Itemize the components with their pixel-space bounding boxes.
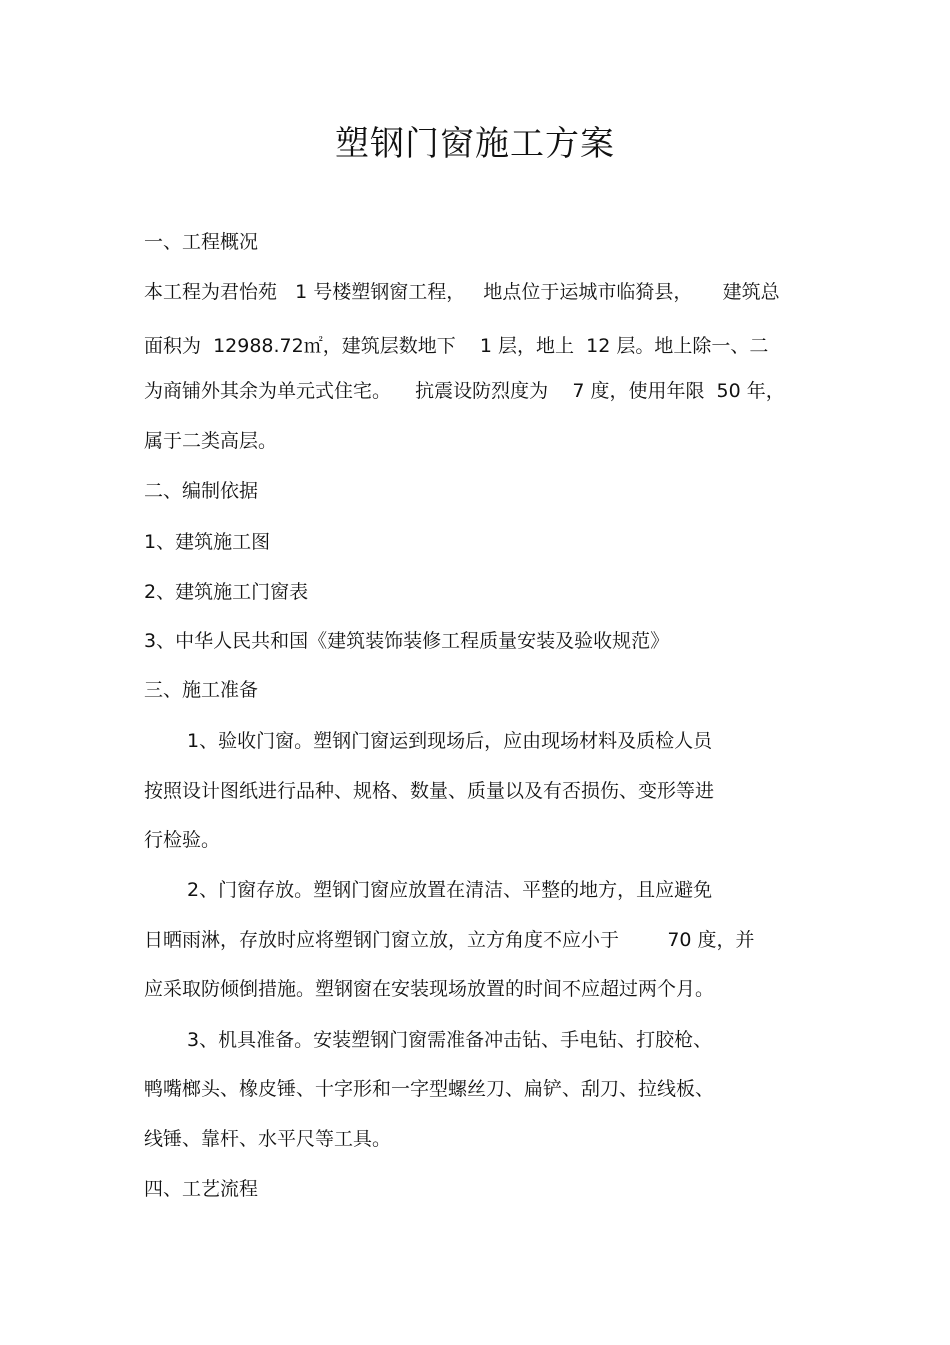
preparation-item-2-line-3: 应采取防倾倒措施。塑钢窗在安装现场放置的时间不应超过两个月。 bbox=[144, 978, 715, 1000]
preparation-item-3-line-3: 线锤、靠杆、水平尺等工具。 bbox=[144, 1128, 392, 1150]
preparation-item-2-line-1: 2、门窗存放。塑钢门窗应放置在清洁、平整的地方，且应避免 bbox=[187, 879, 713, 901]
section-heading-basis: 二、编制依据 bbox=[144, 480, 259, 502]
overview-text-line-1: 本工程为君怡苑 1 号楼塑钢窗工程， 地点位于运城市临猗县， 建筑总 bbox=[144, 281, 780, 303]
overview-text-line-3: 为商铺外其余为单元式住宅。 抗震设防烈度为 7 度，使用年限 50 年， bbox=[144, 380, 785, 402]
overview-text-line-4: 属于二类高层。 bbox=[144, 430, 278, 452]
preparation-item-1-line-3: 行检验。 bbox=[144, 829, 221, 851]
preparation-item-3-line-1: 3、机具准备。安装塑钢门窗需准备冲击钻、手电钻、打胶枪、 bbox=[187, 1029, 713, 1051]
overview-area-text: 面积为 12988.72㎡ bbox=[144, 335, 323, 357]
overview-text-line-2 bbox=[144, 328, 768, 360]
basis-item-3: 3、中华人民共和国《建筑装饰装修工程质量安装及验收规范》 bbox=[144, 630, 670, 652]
preparation-item-3-line-2: 鸭嘴榔头、橡皮锤、十字形和一字型螺丝刀、扁铲、刮刀、拉线板、 bbox=[144, 1078, 715, 1100]
preparation-item-1-line-1: 1、验收门窗。塑钢门窗运到现场后，应由现场材料及质检人员 bbox=[187, 730, 713, 752]
overview-floors-text: ，建筑层数地下 1 层，地上 12 层。地上除一、二 bbox=[322, 335, 769, 357]
preparation-item-2-line-2: 日晒雨淋，存放时应将塑钢门窗立放，立方角度不应小于 70 度，并 bbox=[144, 929, 755, 951]
page-title: 塑钢门窗施工方案 bbox=[335, 124, 615, 164]
preparation-item-1-line-2: 按照设计图纸进行品种、规格、数量、质量以及有否损伤、变形等进 bbox=[144, 780, 715, 802]
section-heading-overview: 一、工程概况 bbox=[144, 231, 259, 253]
basis-item-2: 2、建筑施工门窗表 bbox=[144, 581, 309, 603]
section-heading-process: 四、工艺流程 bbox=[144, 1178, 259, 1200]
basis-item-1: 1、建筑施工图 bbox=[144, 531, 271, 553]
section-heading-preparation: 三、施工准备 bbox=[144, 679, 259, 701]
